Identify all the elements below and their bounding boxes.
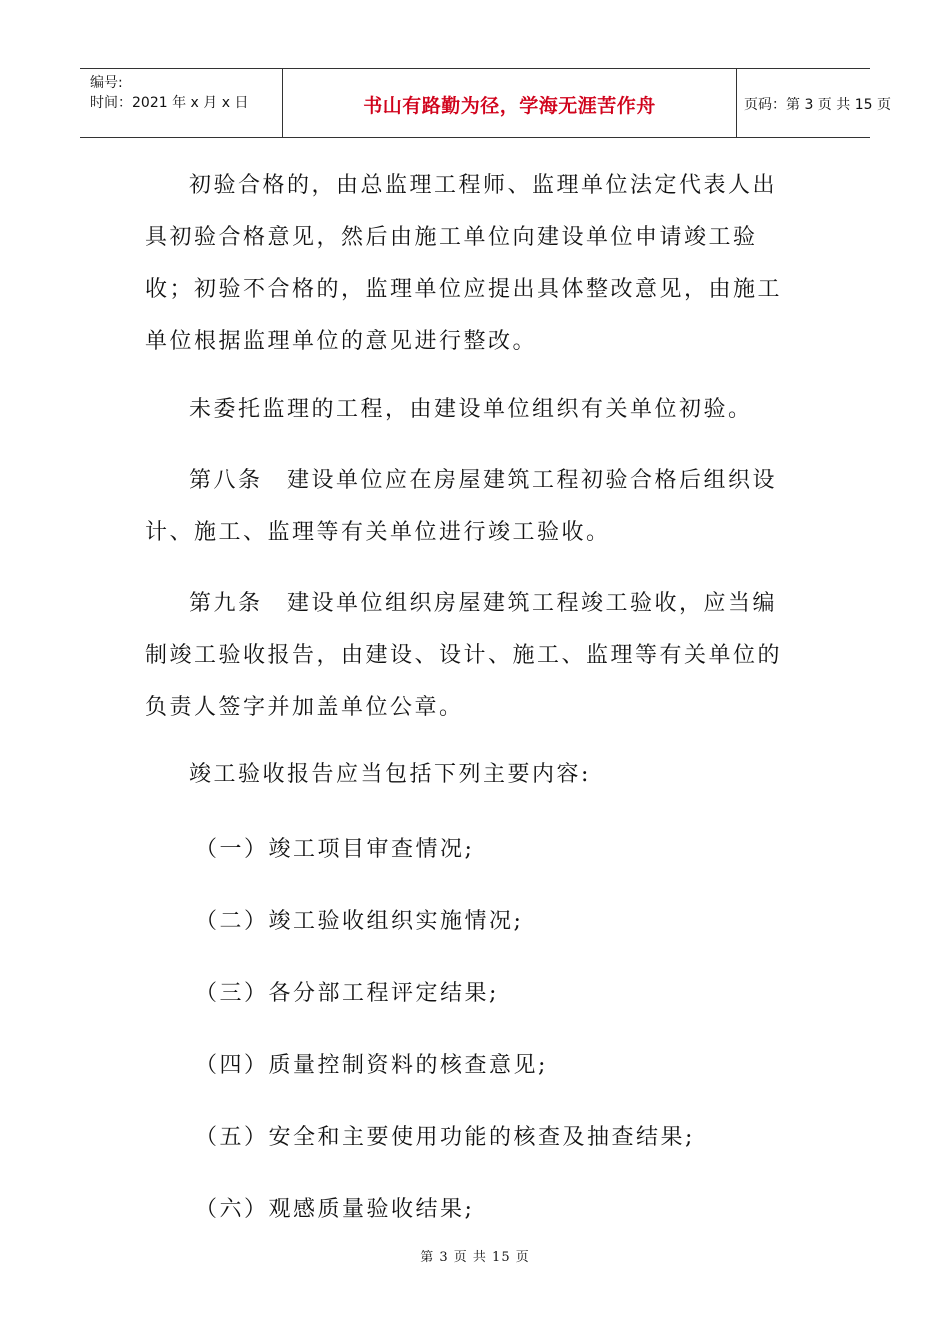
page-footer: 第 3 页 共 15 页 — [420, 1250, 530, 1265]
list-item: （四）质量控制资料的核查意见; — [195, 1053, 548, 1078]
paragraph-report-contents: 竣工验收报告应当包括下列主要内容: — [189, 762, 591, 787]
document-time-label: 时间：2021 年 x 月 x 日 — [90, 95, 249, 111]
paragraph-no-supervision: 未委托监理的工程，由建设单位组织有关单位初验。 — [189, 397, 753, 422]
header-motto-cell — [282, 69, 737, 137]
list-item: （一）竣工项目审查情况; — [195, 837, 475, 862]
document-number-label: 编号: — [90, 75, 123, 91]
paragraph-preliminary-acceptance: 初验合格的，由总监理工程师、监理单位法定代表人出具初验合格意见，然后由施工单位向建设单位申请竣工验收；初验不合格的，监理单位应提出具体整改意见，由施工单位根据监理单位的意见进行整改。 — [145, 173, 783, 354]
header-motto: 书山有路勤为径，学海无涯苦作舟 — [363, 95, 656, 117]
list-item: （二）竣工验收组织实施情况; — [195, 909, 524, 934]
list-item: （六）观感质量验收结果; — [195, 1197, 475, 1222]
header-page-info: 页码：第 3 页 共 15 页 — [744, 97, 891, 113]
document-header — [80, 68, 891, 138]
paragraph-article-9: 第九条 建设单位组织房屋建筑工程竣工验收，应当编制竣工验收报告，由建设、设计、施工、监理等有关单位的负责人签字并加盖单位公章。 — [145, 591, 783, 720]
header-page-cell — [736, 69, 891, 137]
header-meta-cell — [80, 69, 282, 137]
paragraph-article-8: 第八条 建设单位应在房屋建筑工程初验合格后组织设计、施工、监理等有关单位进行竣工验收。 — [145, 468, 778, 545]
list-item: （三）各分部工程评定结果; — [195, 981, 499, 1006]
list-item: （五）安全和主要使用功能的核查及抽查结果; — [195, 1125, 695, 1150]
